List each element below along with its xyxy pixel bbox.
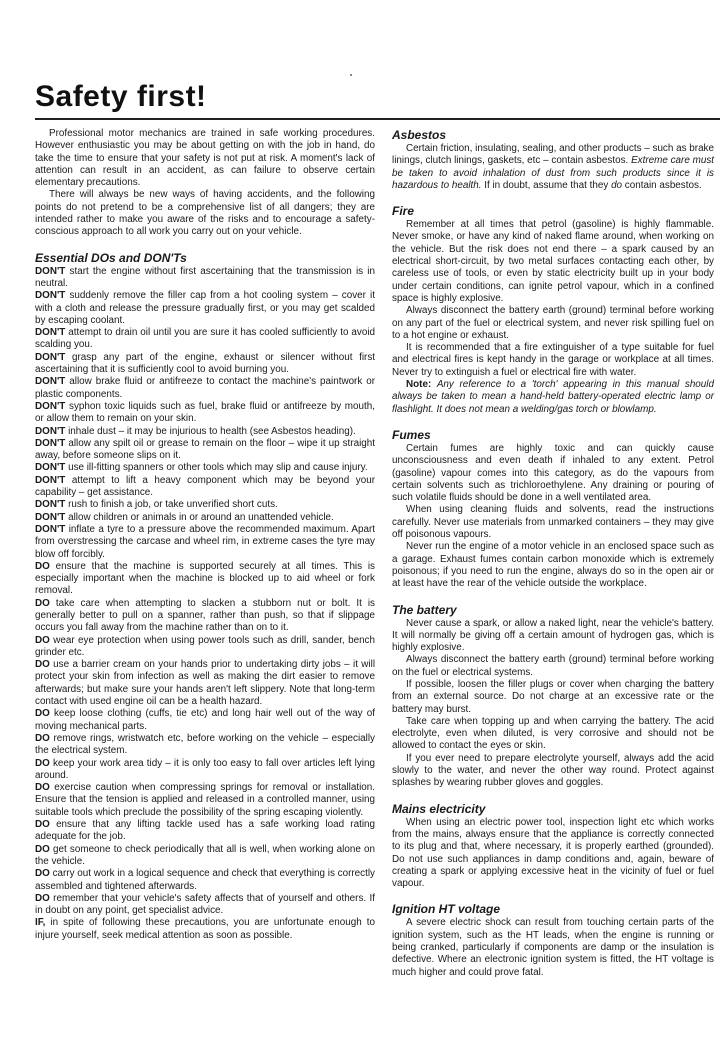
fire-paragraph: Remember at all times that petrol (gasoline) is highly flammable. Never smoke, or have any kind of naked flame around, when working on the vehicle. But the risk does not end there – a spark caused by an electrical short-circuit, by two metal surfaces contacting each other, by careless use of tools, or even by static electricity built up in your body under certain conditions, can ignite petrol vapour, which in a confined space is highly explosive.: [392, 219, 714, 304]
rule-item: [35, 782, 375, 819]
rule-item: [35, 426, 375, 438]
mains-paragraph: When using an electric power tool, inspection light etc which works from the mains, always ensure that the appliance is correctly connected to its plug and that, where necessary, it is properly earthed (grounded). Do not use such appliances in damp conditions and, again, beware of creating a spark or applying excessive heat in the vicinity of fuel or fuel vapour.: [392, 816, 714, 890]
rule-key: DON'T: [35, 499, 66, 511]
rule-key: DO: [35, 597, 50, 609]
battery-paragraph: Never cause a spark, or allow a naked light, near the vehicle's battery. It will normally be giving off a certain amount of hydrogen gas, which is highly explosive.: [392, 617, 714, 654]
battery-paragraph: Take care when topping up and when carrying the battery. The acid electrolyte, even when diluted, is very corrosive and should not be allowed to contact the eyes or skin.: [392, 715, 714, 752]
right-column: [392, 128, 714, 979]
rule-text: attempt to lift a heavy component which may be beyond your capability – get assistance.: [35, 474, 375, 499]
rule-item: [35, 475, 375, 500]
battery-paragraph: If possible, loosen the filler plugs or cover when charging the battery from an external source. Do not charge at an excessive rate or the battery may burst.: [392, 678, 714, 715]
fumes-paragraph: Certain fumes are highly toxic and can quickly cause unconsciousness and even death if inhaled to any extent. Petrol (gasoline) vapour comes into this category, as do the vapours from certain solvents such as trichloroethylene. Any draining or pouring of such volatile fluids should be done in a well ventilated area.: [392, 442, 714, 504]
asbestos-advice-emphasis: do: [611, 179, 623, 191]
rule-item: [35, 561, 375, 598]
rule-item: [35, 758, 375, 783]
asbestos-advice-start: If in doubt, assume that they: [484, 179, 609, 191]
rule-text: use a barrier cream on your hands prior to undertaking dirty jobs – it will protect your skin from infection as well as making the dirt easier to remove afterwards; but make sure your hands aren't left slippery. Note that long-term contact with used engine oil can be a health hazard.: [35, 659, 376, 708]
rule-key: DO: [35, 634, 50, 646]
rule-item: [35, 352, 375, 377]
rule-item: [35, 844, 375, 869]
rule-text: keep your work area tidy – it is only too easy to fall over articles left lying around.: [35, 757, 375, 781]
rule-item: [35, 868, 375, 893]
rule-key: DO: [35, 892, 50, 904]
note-text: Any reference to a 'torch' appearing in this manual should always be taken to mean a hand-held battery-operated electric lamp or flashlight. It does not mean a welding/gas torch or blowlamp.: [392, 379, 714, 415]
rule-item: [35, 708, 375, 733]
rules-list: [35, 266, 375, 942]
section-heading-fire: Fire: [392, 204, 415, 219]
rule-text: syphon toxic liquids such as fuel, brake fluid or antifreeze by mouth, or allow them to remain on your skin.: [35, 400, 375, 425]
rule-key: DON'T: [35, 425, 66, 437]
rule-text: attempt to drain oil until you are sure it has cooled sufficiently to avoid scalding you.: [35, 327, 375, 351]
rule-key: DO: [35, 757, 50, 769]
rule-key: DO: [35, 659, 50, 671]
asbestos-advice-end: contain asbestos.: [624, 179, 702, 191]
rule-item: [35, 438, 375, 463]
rule-text: suddenly remove the filler cap from a hot cooling system – cover it with a cloth and release the pressure gradually first, or you may get scalded by escaping coolant.: [35, 290, 375, 326]
rule-key: DON'T: [35, 290, 66, 302]
section-heading-essential: Essential DOs and DON'Ts: [35, 250, 187, 265]
fumes-paragraph: When using cleaning fluids and solvents, read the instructions carefully. Never use materials from unmarked containers – they may give off poisonous vapours.: [392, 504, 714, 541]
rule-item: [35, 917, 375, 942]
asbestos-warning: Extreme care must be taken to avoid inhalation of dust from such products since it is hazardous to health.: [392, 155, 714, 191]
note-label: Note:: [406, 379, 432, 391]
rule-key: DON'T: [35, 265, 66, 277]
rule-text: take care when attempting to slacken a stubborn nut or bolt. It is generally better to pull on a spanner, rather than push, so that if slippage occurs you fall away from the machine rather than on to it.: [35, 597, 375, 634]
fire-paragraph: It is recommended that a fire extinguisher of a type suitable for fuel and electrical fires is kept handy in the garage or workplace at all times. Never try to extinguish a fuel or electrical fire with water.: [392, 342, 714, 378]
fire-note: [392, 379, 714, 416]
rule-text: keep loose clothing (cuffs, tie etc) and long hair well out of the way of moving mechanical parts.: [35, 708, 375, 732]
fumes-paragraph: Never run the engine of a motor vehicle in an enclosed space such as a garage. Exhaust fumes contain carbon monoxide which is extremely poisonous; if you need to run the engine, always do so in the open air or at least have the rear of the vehicle outside the workplace.: [392, 541, 714, 590]
rule-key: DON'T: [35, 474, 66, 486]
intro-paragraph: There will always be new ways of having accidents, and the following points do not pretend to be a comprehensive list of all dangers; they are intended rather to make you aware of the risks and to encourage a safety-conscious approach to all work you carry out on your vehicle.: [35, 189, 375, 238]
rule-item: [35, 659, 375, 708]
section-heading-battery: The battery: [392, 602, 457, 617]
rule-key: DON'T: [35, 511, 66, 523]
rule-item: [35, 290, 375, 327]
rule-key: DON'T: [35, 462, 66, 474]
rule-item: [35, 499, 375, 511]
page-title: Safety first!: [35, 80, 207, 113]
rule-key: DO: [35, 560, 50, 572]
rule-key: DON'T: [35, 351, 66, 363]
asbestos-paragraph: [392, 143, 714, 192]
rule-text: inflate a tyre to a pressure above the recommended maximum. Apart from overstressing the carcase and wheel rim, in extreme cases the tyre may blow off forcibly.: [35, 523, 375, 560]
rule-text: use ill-fitting spanners or other tools which may slip and cause injury.: [68, 462, 368, 474]
rule-text: allow brake fluid or antifreeze to contact the machine's paintwork or plastic components.: [35, 376, 375, 400]
rule-key: IF,: [35, 917, 46, 929]
rule-key: DO: [35, 782, 50, 794]
rule-key: DON'T: [35, 327, 66, 339]
rule-text: remove rings, wristwatch etc, before working on the vehicle – especially the electrical system.: [35, 732, 375, 757]
rule-key: DO: [35, 843, 50, 855]
rule-text: get someone to check periodically that all is well, when working alone on the vehicle.: [35, 843, 375, 867]
rule-text: carry out work in a logical sequence and check that everything is correctly assembled and tightened afterwards.: [35, 868, 375, 892]
rule-text: grasp any part of the engine, exhaust or silencer without first ascertaining that it is sufficiently cool to avoid burning you.: [35, 351, 376, 376]
fire-paragraph: Always disconnect the battery earth (ground) terminal before working on any part of the fuel or electrical system, and never risk spilling fuel on to a hot engine or exhaust.: [392, 305, 714, 341]
rule-key: DO: [35, 732, 50, 744]
section-heading-ignition: Ignition HT voltage: [392, 902, 500, 917]
rule-item: [35, 819, 375, 844]
rule-text: remember that your vehicle's safety affects that of yourself and others. If in doubt on any point, get specialist advice.: [35, 892, 375, 917]
rule-key: DON'T: [35, 376, 66, 388]
rule-text: in spite of following these precautions, you are unfortunate enough to injure yourself, seek medical attention as soon as possible.: [35, 917, 375, 941]
rule-item: [35, 893, 375, 918]
rule-key: DON'T: [35, 523, 66, 535]
rule-item: [35, 327, 375, 352]
rule-text: rush to finish a job, or take unverified short cuts.: [68, 499, 278, 511]
rule-text: exercise caution when compressing springs for removal or installation. Ensure that the tension is applied and released in a controlled manner, using suitable tools which preclude the possibility of the spring escaping violently.: [35, 782, 375, 818]
rule-text: allow children or animals in or around an unattended vehicle.: [68, 511, 334, 523]
rule-item: [35, 376, 375, 401]
asbestos-text: Certain friction, insulating, sealing, and other products – such as brake linings, clutch linings, gaskets, etc – contain asbestos.: [392, 143, 714, 167]
rule-item: [35, 733, 375, 758]
rule-item: [35, 401, 375, 426]
intro-paragraph: Professional motor mechanics are trained in safe working procedures. However enthusiastic you may be about getting on with the job in hand, do take the time to ensure that your safety is not put at risk. A moment's lack of attention can result in an accident, as can failure to observe certain elementary precautions.: [35, 128, 375, 189]
left-column: [35, 128, 375, 942]
section-heading-mains: Mains electricity: [392, 801, 486, 816]
rule-item: [35, 462, 375, 474]
ignition-paragraph: A severe electric shock can result from touching certain parts of the ignition system, such as the HT leads, when the engine is running or being cranked, particularly if components are damp or the insulation is defective. Where an electronic ignition system is fitted, the HT voltage is much higher and could prove fatal.: [392, 917, 714, 978]
rule-key: DON'T: [35, 437, 66, 449]
rule-text: start the engine without first ascertaining that the transmission is in neutral.: [35, 265, 375, 289]
rule-key: DON'T: [35, 400, 66, 412]
rule-text: ensure that the machine is supported securely at all times. This is especially important when the machine is blocked up to aid wheel or fork removal.: [35, 560, 375, 597]
title-rule: [35, 118, 720, 120]
section-heading-fumes: Fumes: [392, 427, 431, 442]
rule-item: [35, 635, 375, 660]
rule-item: [35, 512, 375, 524]
rule-item: [35, 266, 375, 291]
rule-key: DO: [35, 819, 50, 831]
rule-text: ensure that any lifting tackle used has a safe working load rating adequate for the job.: [35, 819, 375, 843]
rule-key: DO: [35, 868, 50, 880]
rule-text: wear eye protection when using power tools such as drill, sander, bench grinder etc.: [35, 634, 375, 658]
rule-item: [35, 524, 375, 561]
rule-key: DO: [35, 708, 50, 720]
section-heading-asbestos: Asbestos: [392, 128, 447, 142]
rule-item: [35, 598, 375, 635]
stray-mark: [350, 74, 352, 76]
rule-text: inhale dust – it may be injurious to health (see Asbestos heading).: [68, 425, 356, 437]
battery-paragraph: If you ever need to prepare electrolyte yourself, always add the acid slowly to the water, and never the other way round. Protect against splashes by wearing rubber gloves and goggles.: [392, 752, 714, 789]
rule-text: allow any spilt oil or grease to remain on the floor – wipe it up straight away, before someone slips on it.: [35, 437, 375, 462]
battery-paragraph: Always disconnect the battery earth (ground) terminal before working on the fuel or electrical systems.: [392, 654, 714, 678]
